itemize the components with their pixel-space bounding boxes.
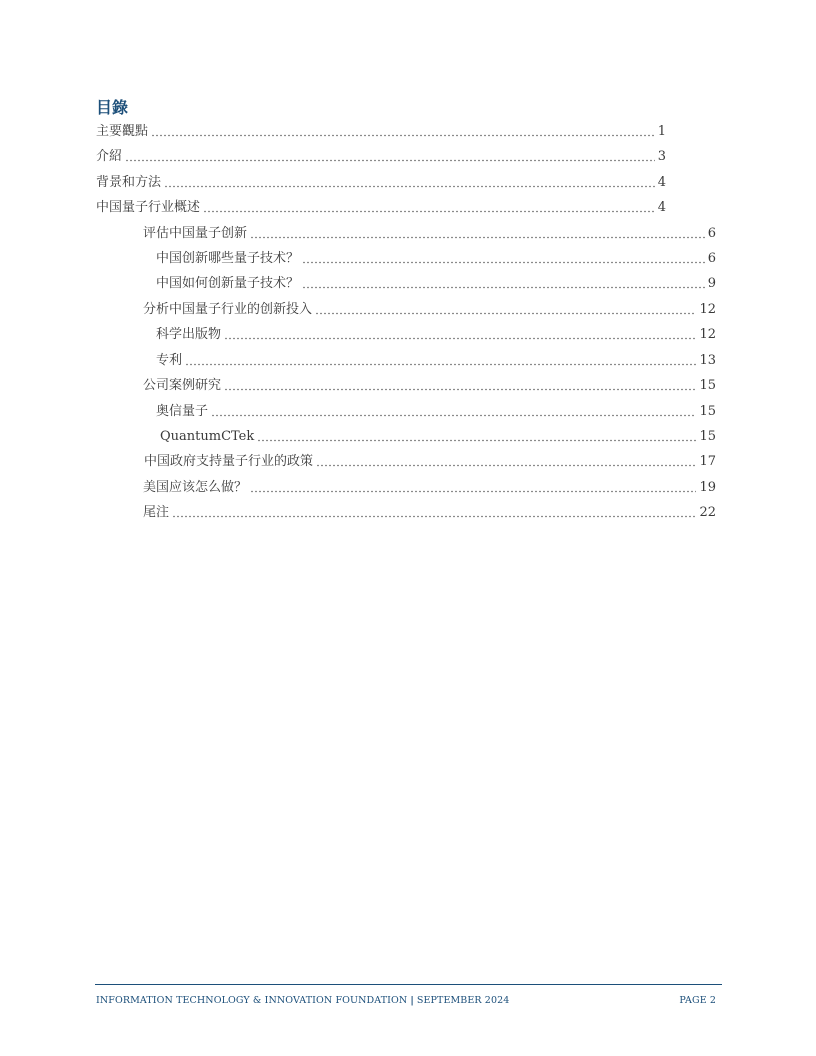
- footer-date: SEPTEMBER 2024: [416, 995, 510, 1006]
- toc-entry-label: 主要觀點: [96, 124, 149, 139]
- dot-leader: [172, 504, 696, 518]
- toc-entry[interactable]: [96, 171, 666, 191]
- footer-left: [96, 995, 509, 1006]
- dot-leader: [315, 301, 696, 315]
- dot-leader: [250, 225, 705, 239]
- dot-leader: [302, 250, 705, 264]
- toc-entry-label: 中国创新哪些量子技术？: [156, 251, 300, 266]
- toc-entry[interactable]: [143, 374, 716, 394]
- dot-leader: [224, 377, 696, 391]
- toc-entry[interactable]: [143, 501, 716, 521]
- toc-entry-page: 4: [657, 175, 666, 190]
- dot-leader: [151, 123, 655, 137]
- toc-entry[interactable]: [143, 476, 716, 496]
- toc-entry[interactable]: [156, 323, 716, 343]
- toc-entry[interactable]: [160, 425, 716, 445]
- toc-entry-label: 中国政府支持量子行业的政策: [144, 454, 314, 469]
- toc-entry-label: 介紹: [96, 149, 123, 164]
- toc-entry-label: 尾注: [143, 505, 170, 520]
- toc-entry[interactable]: [143, 298, 716, 318]
- dot-leader: [302, 275, 705, 289]
- toc-entry-label: 美国应该怎么做？: [143, 480, 248, 495]
- toc-entry[interactable]: [156, 400, 716, 420]
- dot-leader: [224, 326, 696, 340]
- toc-entry-label: 公司案例研究: [143, 378, 222, 393]
- toc-entry[interactable]: [156, 247, 716, 267]
- footer-divider: [95, 984, 722, 985]
- toc-entry[interactable]: [96, 120, 666, 140]
- toc-entry-label: 奥信量子: [156, 404, 209, 419]
- toc-title: 目錄: [96, 98, 129, 117]
- toc-entry-page: 19: [699, 480, 716, 495]
- toc-entry-page: 3: [657, 149, 666, 164]
- toc-entry-label: QuantumCTek: [160, 429, 255, 444]
- dot-leader: [125, 148, 655, 162]
- dot-leader: [257, 428, 696, 442]
- footer-page-number: PAGE 2: [679, 995, 716, 1006]
- toc-entry-label: 中国如何创新量子技术？: [156, 276, 300, 291]
- footer-organization: INFORMATION TECHNOLOGY & INNOVATION FOUNDATION: [96, 995, 408, 1006]
- toc-entry[interactable]: [96, 145, 666, 165]
- toc-entry-label: 评估中国量子创新: [143, 226, 248, 241]
- toc-entry-page: 17: [699, 454, 716, 469]
- footer-separator: |: [410, 995, 414, 1006]
- toc-entry-page: 6: [707, 251, 716, 266]
- dot-leader: [203, 199, 655, 213]
- toc-entry[interactable]: [96, 196, 666, 216]
- toc-entry-page: 12: [699, 302, 716, 317]
- toc-entry[interactable]: [156, 349, 716, 369]
- dot-leader: [211, 403, 696, 417]
- dot-leader: [250, 479, 696, 493]
- dot-leader: [316, 453, 696, 467]
- toc-entry-page: 9: [707, 276, 716, 291]
- dot-leader: [164, 174, 655, 188]
- toc-entry[interactable]: [144, 450, 716, 470]
- toc-entry[interactable]: [156, 272, 716, 292]
- toc-entry-page: 4: [657, 200, 666, 215]
- toc-entry[interactable]: [143, 222, 716, 242]
- toc-entry-page: 13: [699, 353, 716, 368]
- toc-entry-label: 中国量子行业概述: [96, 200, 201, 215]
- toc-entry-label: 科学出版物: [156, 327, 222, 342]
- toc-entry-page: 12: [699, 327, 716, 342]
- dot-leader: [185, 352, 696, 366]
- toc-entry-label: 背景和方法: [96, 175, 162, 190]
- toc-entry-page: 1: [657, 124, 666, 139]
- toc-entry-page: 15: [699, 429, 716, 444]
- toc-entry-page: 22: [699, 505, 716, 520]
- toc-entry-label: 分析中国量子行业的创新投入: [143, 302, 313, 317]
- toc-entry-page: 15: [699, 404, 716, 419]
- toc-entry-page: 15: [699, 378, 716, 393]
- toc-entry-page: 6: [707, 226, 716, 241]
- page-footer: [96, 995, 716, 1009]
- toc-entry-label: 专利: [156, 353, 183, 368]
